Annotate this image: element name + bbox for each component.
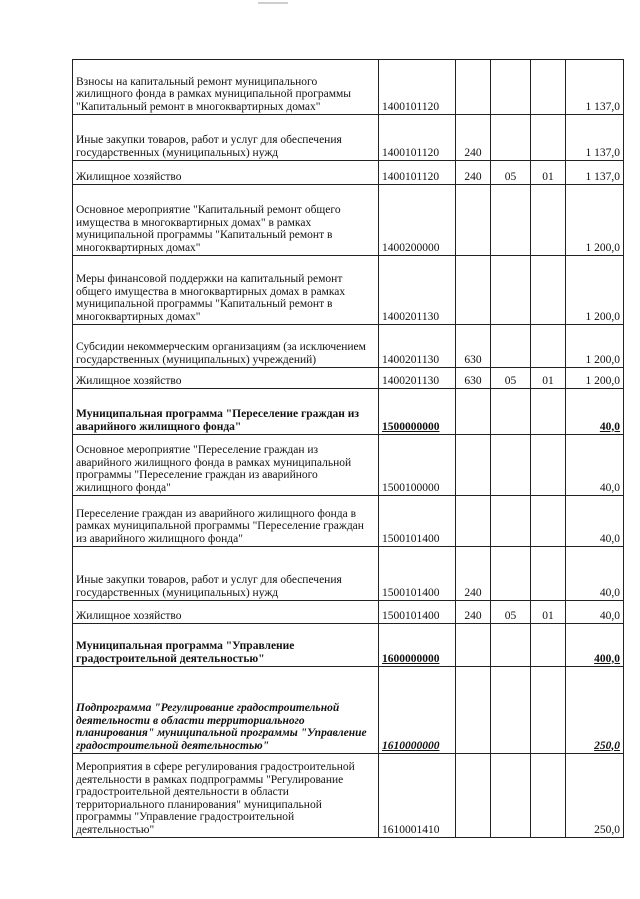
row-expense-type xyxy=(456,754,491,838)
row-amount: 1 137,0 xyxy=(566,115,624,161)
row-expense-type xyxy=(456,60,491,115)
row-target-code: 1600000000 xyxy=(379,624,456,667)
row-name: Основное мероприятие "Переселение граждан из аварийного жилищного фонда в рамках муниципальной программы "Переселение граждан из аварийного жилищного фонда" xyxy=(73,435,379,496)
table-row xyxy=(73,435,624,496)
row-expense-type: 240 xyxy=(456,161,491,185)
row-expense-type: 240 xyxy=(456,601,491,624)
row-expense-type: 630 xyxy=(456,368,491,389)
row-target-code: 1400201130 xyxy=(379,256,456,325)
row-section xyxy=(491,185,531,256)
row-subsection xyxy=(531,496,566,547)
row-expense-type: 240 xyxy=(456,547,491,601)
row-amount: 1 200,0 xyxy=(566,325,624,368)
row-amount: 250,0 xyxy=(566,667,624,754)
row-name: Мероприятия в сфере регулирования градостроительной деятельности в рамках подпрограммы "Регулирование градостроительной деятельности в области территориального планирования" муниципальной программы "Управление градостроительной деятельностью" xyxy=(73,754,379,838)
row-target-code: 1400200000 xyxy=(379,185,456,256)
row-section: 05 xyxy=(491,601,531,624)
table-row xyxy=(73,368,624,389)
table-row xyxy=(73,547,624,601)
row-name: Меры финансовой поддержки на капитальный ремонт общего имущества в многоквартирных домах в рамках муниципальной программы "Капитальный ремонт в многоквартирных домах" xyxy=(73,256,379,325)
table-row xyxy=(73,185,624,256)
row-section xyxy=(491,256,531,325)
row-subsection xyxy=(531,667,566,754)
row-target-code: 1500101400 xyxy=(379,547,456,601)
row-expense-type xyxy=(456,667,491,754)
row-section: 05 xyxy=(491,161,531,185)
row-expense-type xyxy=(456,256,491,325)
table-row xyxy=(73,601,624,624)
row-name: Основное мероприятие "Капитальный ремонт общего имущества в многоквартирных домах" в рамках муниципальной программы "Капитальный ремонт в многоквартирных домах" xyxy=(73,185,379,256)
row-section xyxy=(491,667,531,754)
row-name: Жилищное хозяйство xyxy=(73,601,379,624)
row-section xyxy=(491,325,531,368)
row-subsection: 01 xyxy=(531,368,566,389)
table-row xyxy=(73,60,624,115)
row-target-code: 1500000000 xyxy=(379,389,456,435)
row-name: Жилищное хозяйство xyxy=(73,368,379,389)
row-subsection xyxy=(531,256,566,325)
row-section: 05 xyxy=(491,368,531,389)
row-amount: 40,0 xyxy=(566,389,624,435)
row-amount: 1 200,0 xyxy=(566,256,624,325)
table-row xyxy=(73,667,624,754)
row-section xyxy=(491,60,531,115)
row-section xyxy=(491,435,531,496)
row-name: Муниципальная программа "Управление градостроительной деятельностью" xyxy=(73,624,379,667)
row-subsection xyxy=(531,624,566,667)
row-expense-type: 630 xyxy=(456,325,491,368)
row-amount: 1 200,0 xyxy=(566,185,624,256)
row-section xyxy=(491,624,531,667)
row-subsection xyxy=(531,754,566,838)
row-subsection xyxy=(531,185,566,256)
row-expense-type xyxy=(456,435,491,496)
row-subsection xyxy=(531,325,566,368)
row-target-code: 1610000000 xyxy=(379,667,456,754)
table-row xyxy=(73,161,624,185)
row-subsection: 01 xyxy=(531,161,566,185)
table-row xyxy=(73,115,624,161)
row-name: Иные закупки товаров, работ и услуг для обеспечения государственных (муниципальных) нужд xyxy=(73,547,379,601)
row-target-code: 1500101400 xyxy=(379,496,456,547)
row-expense-type: 240 xyxy=(456,115,491,161)
row-name: Жилищное хозяйство xyxy=(73,161,379,185)
row-target-code: 1500101400 xyxy=(379,601,456,624)
row-target-code: 1400101120 xyxy=(379,60,456,115)
table-row xyxy=(73,256,624,325)
row-section xyxy=(491,547,531,601)
row-amount: 250,0 xyxy=(566,754,624,838)
row-subsection xyxy=(531,60,566,115)
row-target-code: 1610001410 xyxy=(379,754,456,838)
row-expense-type xyxy=(456,185,491,256)
row-subsection xyxy=(531,547,566,601)
row-name: Подпрограмма "Регулирование градостроительной деятельности в области территориального планирования" муниципальной программы "Управление градостроительной деятельностью" xyxy=(73,667,379,754)
row-amount: 40,0 xyxy=(566,601,624,624)
row-target-code: 1500100000 xyxy=(379,435,456,496)
row-name: Субсидии некоммерческим организациям (за исключением государственных (муниципальных) учреждений) xyxy=(73,325,379,368)
row-section xyxy=(491,754,531,838)
row-subsection xyxy=(531,389,566,435)
budget-table xyxy=(72,59,624,838)
row-name: Взносы на капитальный ремонт муниципального жилищного фонда в рамках муниципальной программы "Капитальный ремонт в многоквартирных домах" xyxy=(73,60,379,115)
row-section xyxy=(491,389,531,435)
top-scan-mark xyxy=(258,2,288,4)
row-amount: 400,0 xyxy=(566,624,624,667)
row-name: Муниципальная программа "Переселение граждан из аварийного жилищного фонда" xyxy=(73,389,379,435)
row-expense-type xyxy=(456,389,491,435)
row-target-code: 1400201130 xyxy=(379,325,456,368)
row-name: Переселение граждан из аварийного жилищного фонда в рамках муниципальной программы "Переселение граждан из аварийного жилищного фонда" xyxy=(73,496,379,547)
row-target-code: 1400201130 xyxy=(379,368,456,389)
row-subsection xyxy=(531,435,566,496)
row-amount: 40,0 xyxy=(566,547,624,601)
row-section xyxy=(491,496,531,547)
table-row xyxy=(73,389,624,435)
row-target-code: 1400101120 xyxy=(379,161,456,185)
table-row xyxy=(73,624,624,667)
row-amount: 1 137,0 xyxy=(566,60,624,115)
row-subsection xyxy=(531,115,566,161)
row-section xyxy=(491,115,531,161)
row-amount: 1 137,0 xyxy=(566,161,624,185)
table-row xyxy=(73,325,624,368)
table-row xyxy=(73,496,624,547)
row-name: Иные закупки товаров, работ и услуг для обеспечения государственных (муниципальных) нужд xyxy=(73,115,379,161)
row-amount: 40,0 xyxy=(566,496,624,547)
row-amount: 1 200,0 xyxy=(566,368,624,389)
row-amount: 40,0 xyxy=(566,435,624,496)
row-expense-type xyxy=(456,496,491,547)
row-subsection: 01 xyxy=(531,601,566,624)
row-expense-type xyxy=(456,624,491,667)
row-target-code: 1400101120 xyxy=(379,115,456,161)
table-row xyxy=(73,754,624,838)
